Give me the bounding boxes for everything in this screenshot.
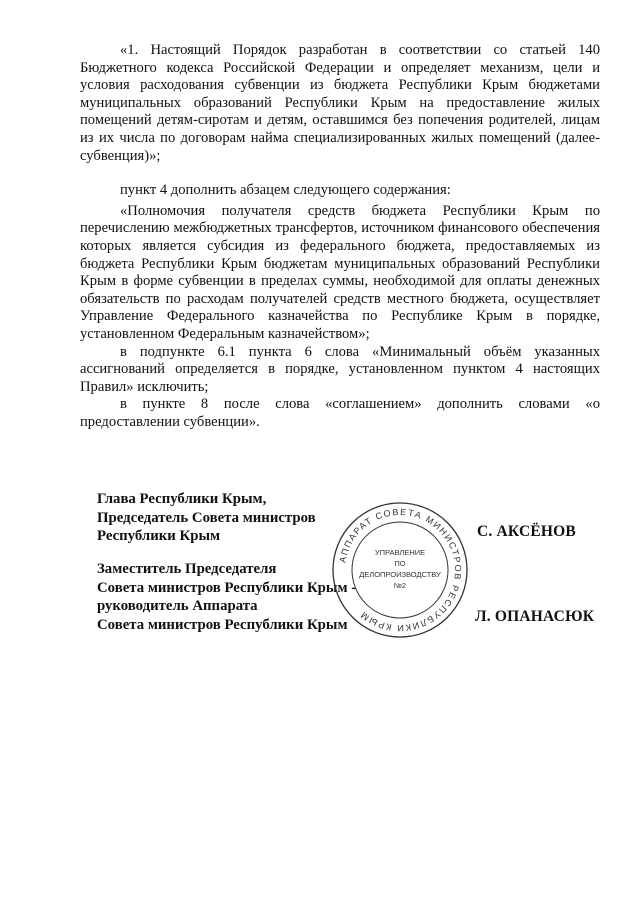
signatory-name-deputy: Л. ОПАНАСЮК	[475, 608, 595, 625]
paragraph-3: «Полномочия получателя средств бюджета Республики Крым по перечислению межбюджетных трансфертов, источником финансового обеспечения которых является субсидия из федерального бюджета, предоставляемых из бюджета Республики Крым бюджетам муниципальных образований Республики Крым в форме субвенции в пределах суммы, необходимой для оплаты денежных обязательств по расходам получателей средств местного бюджета, осуществляет Управление Федерального казначейства по Республике Крым в порядке, установленном Федеральным казначейством»;	[80, 202, 600, 342]
stamp-center-line: ПО	[394, 559, 406, 568]
paragraph-4: в подпункте 6.1 пункта 6 слова «Минимальный объём указанных ассигнований определяется в порядке, установленном пунктом 4 настоящих Правил» исключить;	[80, 343, 600, 395]
signature-title-line: Заместитель Председателя	[97, 561, 277, 577]
stamp-ring-text: АППАРАТ СОВЕТА МИНИСТРОВ РЕСПУБЛИКИ КРЫМ	[337, 506, 464, 634]
stamp-center-line: ДЕЛОПРОИЗВОДСТВУ	[359, 570, 441, 579]
signature-block-head	[97, 490, 316, 546]
stamp-seal-icon	[330, 500, 470, 640]
signature-title-line: руководитель Аппарата	[97, 598, 258, 615]
paragraph-5: в пункте 8 после слова «соглашением» дополнить словами «о предоставлении субвенции».	[80, 396, 600, 430]
signature-title-line: Совета министров Республики Крым -	[97, 579, 357, 596]
stamp-center-line: №2	[393, 581, 407, 590]
paragraph-2: пункт 4 дополнить абзацем следующего содержания:	[120, 182, 451, 199]
signature-title-line: Совета министров Республики Крым	[97, 616, 348, 633]
signatory-name-head: С. АКСЁНОВ	[477, 523, 576, 540]
signature-title-line: Глава Республики Крым,	[97, 491, 267, 507]
signature-block-deputy	[97, 560, 356, 634]
document-body	[80, 42, 600, 431]
official-stamp	[330, 500, 470, 640]
paragraph-1: «1. Настоящий Порядок разработан в соответствии со статьей 140 Бюджетного кодекса Российской Федерации и определяет механизм, цели и условия расходования субвенции из бюджета Республики Крым бюджетами муниципальных образований Республики Крым на предоставление жилых помещений детям-сиротам и детям, оставшимся без попечения родителей, лицам из их числа по договорам найма специализированных жилых помещений (далее-субвенция)»;	[80, 42, 600, 164]
signature-title-line: Председатель Совета министров	[97, 509, 316, 526]
signature-title-line: Республики Крым	[97, 528, 221, 545]
stamp-center-line: УПРАВЛЕНИЕ	[374, 548, 426, 557]
